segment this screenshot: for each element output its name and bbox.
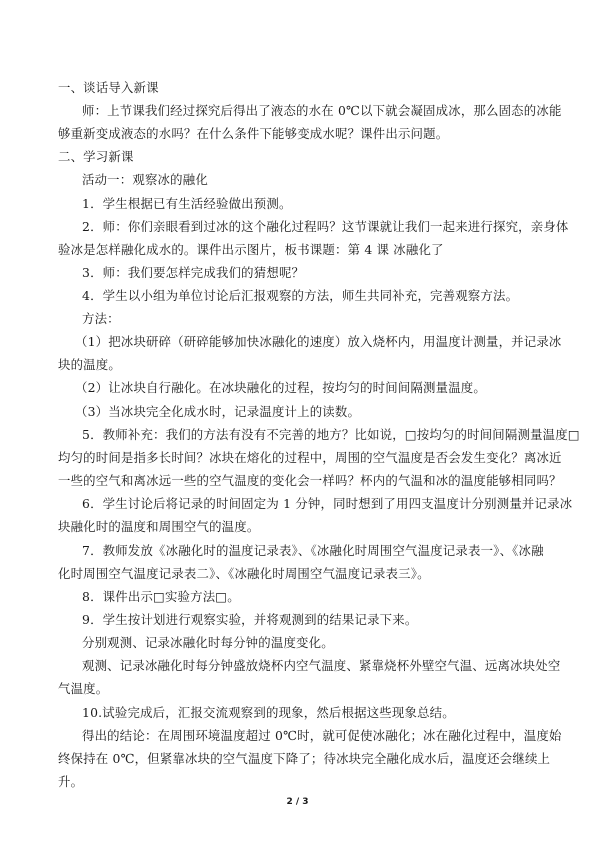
section-heading-intro: 一、谈话导入新课 [58, 80, 159, 95]
observation-1: 分别观测、记录冰融化时每分钟的温度变化。 [82, 635, 334, 650]
step-2-line-2: 验冰是怎样融化成水的。课件出示图片，板书课题：第 4 课 冰融化了 [58, 242, 444, 257]
observation-2-line-1: 观测、记录冰融化时每分钟盛放烧杯内空气温度、紧靠烧杯外壁空气温、远离冰块处空 [82, 658, 561, 673]
conclusion-line-3: 升。 [58, 774, 84, 789]
observation-2-line-2: 气温度。 [58, 681, 109, 696]
step-10: 10.试验完成后，汇报交流观察到的现象，然后根据这些现象总结。 [82, 705, 455, 720]
activity-title: 活动一：观察冰的融化 [82, 172, 208, 187]
step-4: 4．学生以小组为单位讨论后汇报观察的方法，师生共同补充，完善观察方法。 [82, 288, 519, 303]
step-9: 9．学生按计划进行观察实验，并将观测到的结果记录下来。 [82, 612, 418, 627]
page-number: 2 / 3 [286, 797, 309, 807]
step-3: 3．师：我们要怎样完成我们的猜想呢？ [82, 265, 305, 280]
step-6-line-2: 块融化时的温度和周围空气的温度。 [58, 519, 260, 534]
step-7-line-2: 化时周围空气温度记录表二》、《冰融化时周围空气温度记录表三》。 [58, 566, 430, 581]
method-label: 方法： [82, 311, 120, 326]
intro-paragraph-line-1: 师：上节课我们经过探究后得出了液态的水在 0℃以下就会凝固成冰，那么固态的冰能 [82, 103, 562, 118]
step-1: 1．学生根据已有生活经验做出预测。 [82, 196, 292, 211]
step-5-line-2: 均匀的时间是指多长时间？冰块在熔化的过程中，周围的空气温度是否会发生变化？离冰近 [58, 450, 562, 465]
conclusion-line-1: 得出的结论：在周围环境温度超过 0℃时，就可促使冰融化；冰在融化过程中，温度始 [82, 728, 562, 743]
step-5-line-1: 5．教师补充：我们的方法有没有不完善的地方？比如说，□按均匀的时间间隔测量温度□ [82, 427, 580, 442]
conclusion-line-2: 终保持在 0℃，但紧靠冰块的空气温度下降了；待冰块完全融化成水后，温度还会继续上 [58, 751, 551, 766]
section-heading-new-lesson: 二、学习新课 [58, 149, 134, 164]
step-2-line-1: 2．师：你们亲眼看到过冰的这个融化过程吗？这节课就让我们一起来进行探究，亲身体 [82, 219, 569, 234]
method-3: （3）当冰块完全化成水时，记录温度计上的读数。 [75, 404, 361, 419]
method-1-line-2: 块的温度。 [58, 357, 121, 372]
step-5-line-3: 一些的空气和离冰远一些的空气温度的变化会一样吗？杯内的气温和冰的温度能够相同吗？ [58, 473, 562, 488]
step-7-line-1: 7．教师发放《冰融化时的温度记录表》、《冰融化时周围空气温度记录表一》、《冰融 [82, 543, 544, 558]
method-2: （2）让冰块自行融化。在冰块融化的过程，按均匀的时间间隔测量温度。 [75, 380, 486, 395]
step-8: 8．课件出示□实验方法□。 [82, 589, 240, 604]
step-6-line-1: 6．学生讨论后将记录的时间固定为 1 分钟，同时想到了用四支温度计分别测量并记录冰 [82, 496, 573, 511]
method-1-line-1: （1）把冰块研碎（研碎能够加快冰融化的速度）放入烧杯内，用温度计测量，并记录冰 [75, 334, 562, 349]
intro-paragraph-line-2: 够重新变成液态的水吗？在什么条件下能够变成水呢？课件出示问题。 [58, 126, 449, 141]
